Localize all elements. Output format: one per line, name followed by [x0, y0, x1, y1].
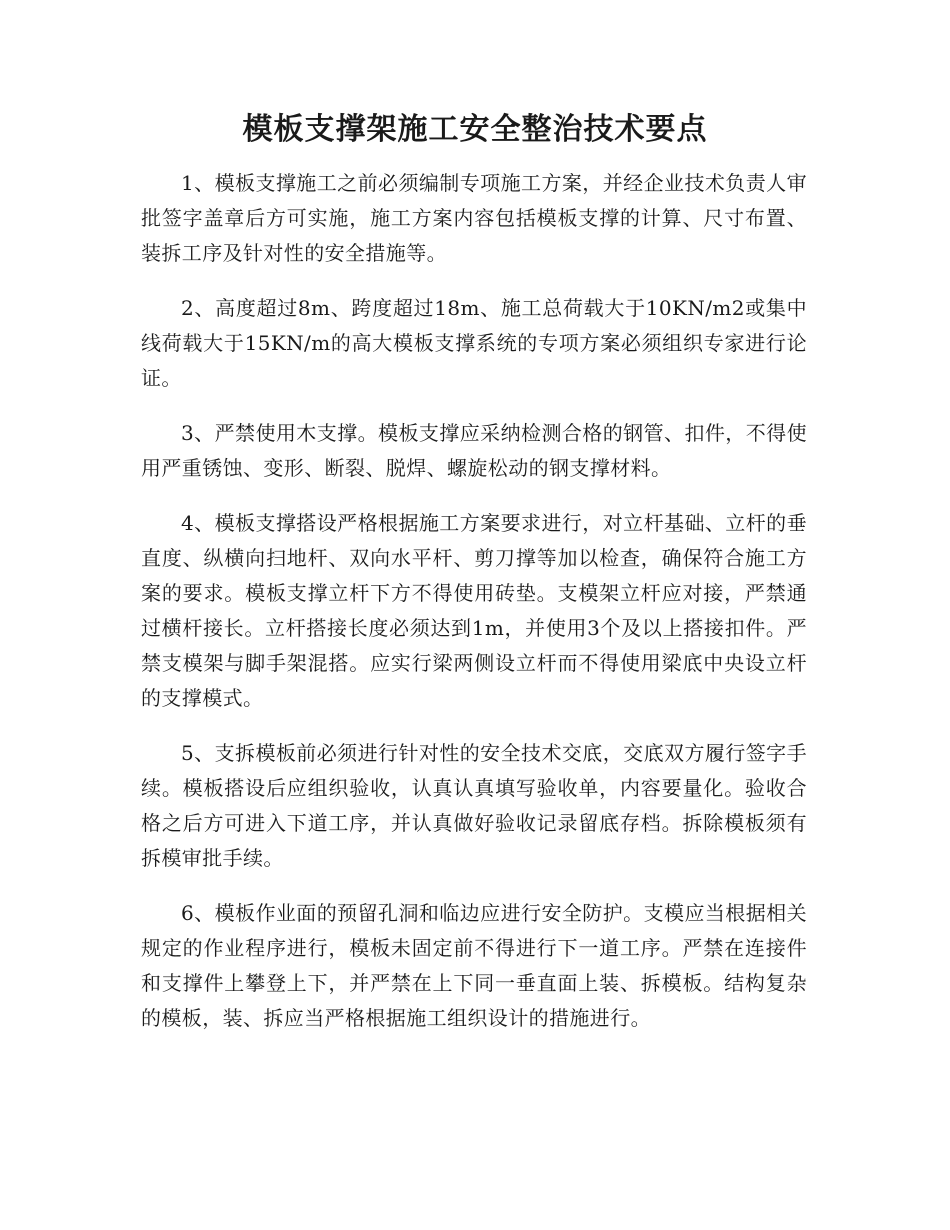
document-title: 模板支撑架施工安全整治技术要点	[242, 112, 708, 147]
paragraph-6: 6、模板作业面的预留孔洞和临边应进行安全防护。支模应当根据相关规定的作业程序进行，模板未固定前不得进行下一道工序。严禁在连接件和支撑件上攀登上下，并严禁在上下同一垂直面上装、拆模板。结构复杂的模板，装、拆应当严格根据施工组织设计的措施进行。	[141, 901, 807, 1030]
paragraph-1: 1、模板支撑施工之前必须编制专项施工方案，并经企业技术负责人审批签字盖章后方可实施，施工方案内容包括模板支撑的计算、尺寸布置、装拆工序及针对性的安全措施等。	[141, 171, 807, 265]
document-body	[141, 166, 807, 1056]
paragraph-5: 5、支拆模板前必须进行针对性的安全技术交底，交底双方履行签字手续。模板搭设后应组织验收，认真认真填写验收单，内容要量化。验收合格之后方可进入下道工序，并认真做好验收记录留底存档。拆除模板须有拆模审批手续。	[141, 741, 807, 870]
paragraph-2: 2、高度超过8m、跨度超过18m、施工总荷载大于10KN/m2或集中线荷载大于15KN/m的高大模板支撑系统的专项方案必须组织专家进行论证。	[141, 296, 807, 390]
paragraph-3: 3、严禁使用木支撑。模板支撑应采纳检测合格的钢管、扣件，不得使用严重锈蚀、变形、断裂、脱焊、螺旋松动的钢支撑材料。	[141, 421, 807, 480]
paragraph-4: 4、模板支撑搭设严格根据施工方案要求进行，对立杆基础、立杆的垂直度、纵横向扫地杆、双向水平杆、剪刀撑等加以检查，确保符合施工方案的要求。模板支撑立杆下方不得使用砖垫。支模架立杆应对接，严禁通过横杆接长。立杆搭接长度必须达到1m，并使用3个及以上搭接扣件。严禁支模架与脚手架混搭。应实行梁两侧设立杆而不得使用梁底中央设立杆的支撑模式。	[141, 511, 807, 710]
